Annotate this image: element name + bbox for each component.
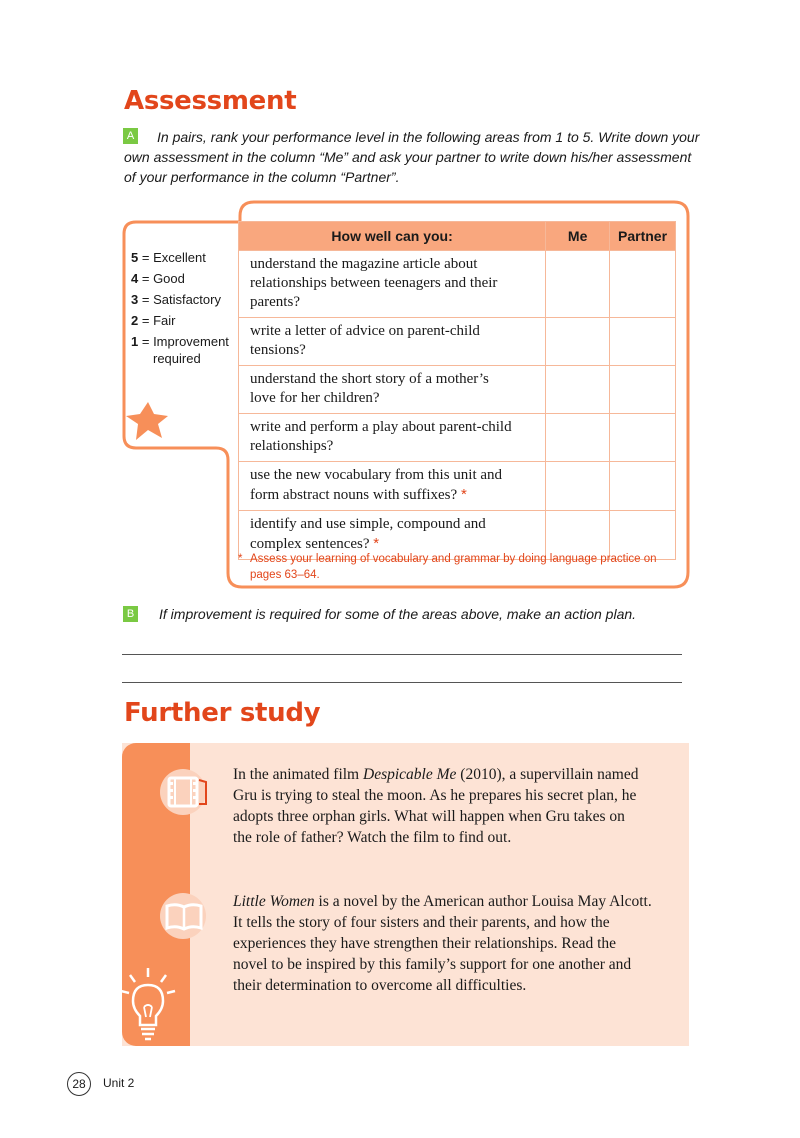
further-study-title: Further study [124, 698, 321, 728]
key-item: 2 = Fair [131, 313, 176, 328]
me-score-cell[interactable] [546, 462, 610, 511]
part-b-instruction: If improvement is required for some of the areas above, make an action plan. [159, 606, 637, 622]
part-a-line: In pairs, rank your performance level in the following areas from 1 to 5. Write down your [157, 129, 700, 145]
book-recommendation: Little Women is a novel by the American author Louisa May Alcott. It tells the story of four sisters and their parents, and how the experiences they have strengthen their relationships. Read the novel to be inspired by this family’s support for one another and their determination to overcome all difficulties. [233, 893, 652, 994]
me-score-cell[interactable] [546, 318, 610, 366]
rating-key [131, 247, 229, 367]
key-item-continuation: required [153, 351, 201, 366]
key-item: 5 = Excellent [131, 250, 206, 265]
part-a-tag: A [123, 128, 138, 144]
skill-cell: use the new vocabulary from this unit and form abstract nouns with suffixes? * [239, 462, 546, 511]
table-row [239, 366, 676, 414]
skill-cell: understand the magazine article about relationships between teenagers and their parents? [239, 251, 546, 318]
assessment-title: Assessment [124, 86, 297, 116]
light-bulb-icon [118, 965, 178, 1045]
header-partner: Partner [610, 222, 676, 251]
part-a-line: own assessment in the column “Me” and ask your partner to write down his/her assessment [124, 149, 692, 165]
action-plan-line[interactable] [122, 682, 682, 683]
header-me: Me [546, 222, 610, 251]
header-how-well: How well can you: [239, 222, 546, 251]
table-row [239, 462, 676, 511]
footnote-text: Assess your learning of vocabulary and grammar by doing language practice on pages 63–64. [250, 553, 657, 581]
part-b-tag: B [123, 606, 138, 622]
part-a-instruction [124, 127, 704, 187]
partner-score-cell[interactable] [610, 251, 676, 318]
key-item: 3 = Satisfactory [131, 292, 221, 307]
partner-score-cell[interactable] [610, 462, 676, 511]
book-icon [160, 893, 210, 939]
page-number: 28 [67, 1072, 91, 1096]
me-score-cell[interactable] [546, 366, 610, 414]
table-row [239, 318, 676, 366]
book-title: Little Women [233, 893, 315, 910]
table-header-row [239, 222, 676, 251]
asterisk-mark: * [460, 486, 467, 503]
footnote-star: * [238, 553, 243, 565]
action-plan-line[interactable] [122, 654, 682, 655]
part-a-line: of your performance in the column “Partner”. [124, 169, 400, 185]
film-title: Despicable Me [363, 766, 457, 783]
skill-cell: understand the short story of a mother’s love for her children? [239, 366, 546, 414]
film-icon [160, 769, 212, 815]
key-item: 4 = Good [131, 271, 185, 286]
skill-cell: write a letter of advice on parent-child tensions? [239, 318, 546, 366]
asterisk-mark: * [373, 535, 380, 552]
partner-score-cell[interactable] [610, 414, 676, 462]
table-row [239, 414, 676, 462]
partner-score-cell[interactable] [610, 366, 676, 414]
star-icon [126, 402, 168, 440]
unit-label: Unit 2 [103, 1076, 135, 1090]
skill-cell: identify and use simple, compound and complex sentences? * [239, 511, 546, 560]
partner-score-cell[interactable] [610, 318, 676, 366]
skill-cell: write and perform a play about parent-child relationships? [239, 414, 546, 462]
film-recommendation: In the animated film Despicable Me (2010), a supervillain named Gru is trying to steal the moon. As he prepares his secret plan, he adopts three orphan girls. What will happen when Gru takes on the role of father? Watch the film to find out. [233, 766, 639, 846]
assessment-table [238, 221, 676, 560]
me-score-cell[interactable] [546, 414, 610, 462]
key-item: 1 = Improvement [131, 334, 229, 349]
me-score-cell[interactable] [546, 251, 610, 318]
table-row [239, 251, 676, 318]
